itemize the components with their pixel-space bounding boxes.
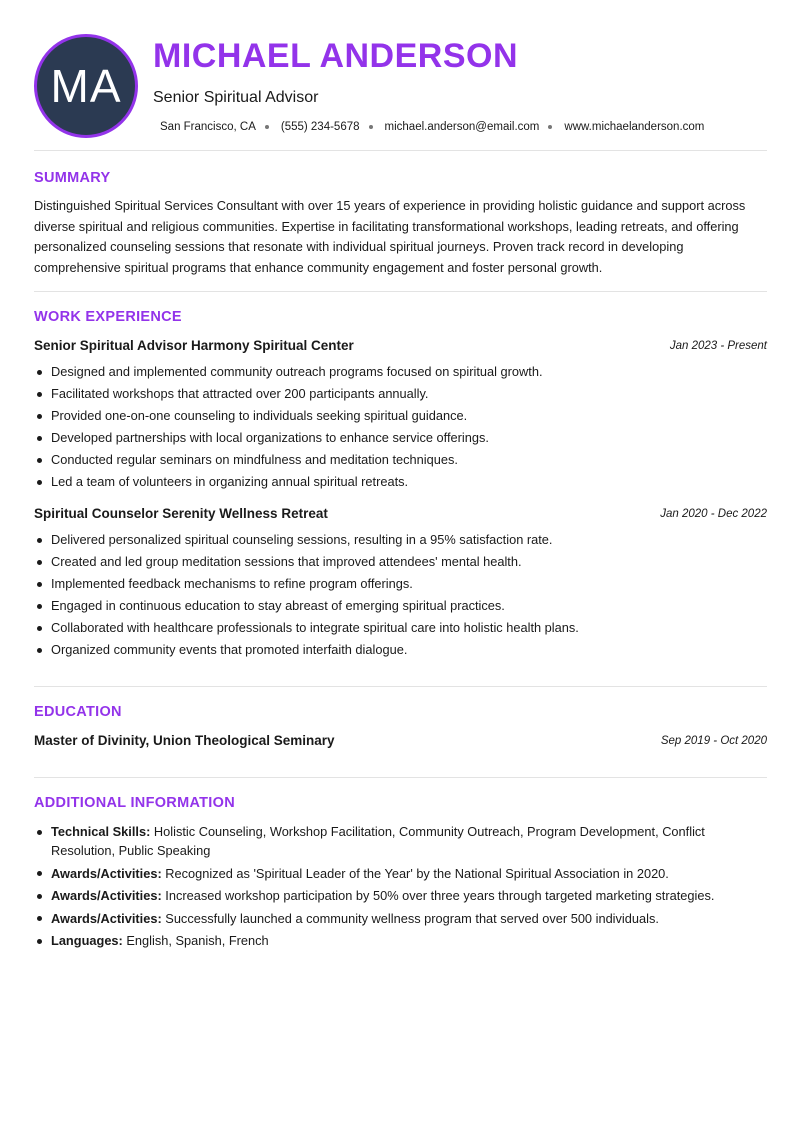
info-text: Holistic Counseling, Workshop Facilitation, Community Outreach, Program Development, Conflict Resolution, Public Speaking xyxy=(51,824,705,858)
list-item: Implemented feedback mechanisms to refine program offerings. xyxy=(34,573,767,595)
resume-header xyxy=(34,34,767,144)
section-divider xyxy=(34,686,767,687)
summary-heading: SUMMARY xyxy=(34,170,111,186)
contact-website[interactable]: www.michaelanderson.com xyxy=(564,121,705,133)
list-item: Designed and implemented community outreach programs focused on spiritual growth. xyxy=(34,361,767,383)
additional-list xyxy=(34,822,767,954)
job-role: Spiritual Counselor Serenity Wellness Retreat xyxy=(34,506,328,521)
list-item: Delivered personalized spiritual counseling sessions, resulting in a 95% satisfaction rate. xyxy=(34,529,767,551)
job-header xyxy=(34,338,767,356)
separator-dot xyxy=(548,125,552,129)
job-bullets xyxy=(34,361,767,493)
list-item: Engaged in continuous education to stay abreast of emerging spiritual practices. xyxy=(34,595,767,617)
info-text: Increased workshop participation by 50% over three years through targeted marketing strategies. xyxy=(165,888,715,903)
education-entry xyxy=(34,733,767,751)
info-text: English, Spanish, French xyxy=(126,933,269,948)
list-item: Collaborated with healthcare professionals to integrate spiritual care into holistic health plans. xyxy=(34,617,767,639)
section-divider xyxy=(34,291,767,292)
separator-dot xyxy=(369,125,373,129)
list-item: Developed partnerships with local organizations to enhance service offerings. xyxy=(34,427,767,449)
avatar-initials: MA xyxy=(50,60,122,112)
job-header xyxy=(34,506,767,524)
list-item xyxy=(34,886,767,905)
list-item xyxy=(34,909,767,928)
contact-location: San Francisco, CA xyxy=(160,121,256,133)
contact-bar xyxy=(160,121,704,133)
info-label: Languages: xyxy=(51,933,123,948)
experience-heading: WORK EXPERIENCE xyxy=(34,309,182,325)
job-role: Senior Spiritual Advisor Harmony Spiritual Center xyxy=(34,338,354,353)
education-dates: Sep 2019 - Oct 2020 xyxy=(660,735,767,747)
list-item xyxy=(34,822,767,860)
job-dates: Jan 2023 - Present xyxy=(669,340,767,352)
info-label: Awards/Activities: xyxy=(51,888,162,903)
section-divider xyxy=(34,777,767,778)
info-text: Recognized as 'Spiritual Leader of the Year' by the National Spiritual Association in 2020. xyxy=(165,865,669,881)
list-item xyxy=(34,864,767,883)
section-divider xyxy=(34,150,767,151)
additional-heading: ADDITIONAL INFORMATION xyxy=(34,795,235,811)
list-item: Facilitated workshops that attracted over 200 participants annually. xyxy=(34,383,767,405)
candidate-name: MICHAEL ANDERSON xyxy=(153,37,519,75)
contact-email[interactable]: michael.anderson@email.com xyxy=(384,121,540,133)
info-label: Awards/Activities: xyxy=(51,910,162,926)
job-bullets xyxy=(34,529,767,661)
list-item: Led a team of volunteers in organizing annual spiritual retreats. xyxy=(34,471,767,493)
info-text: Successfully launched a community wellness program that served over 500 individuals. xyxy=(165,910,659,926)
list-item: Created and led group meditation sessions that improved attendees' mental health. xyxy=(34,551,767,573)
avatar xyxy=(34,34,138,138)
info-label: Awards/Activities: xyxy=(51,865,162,881)
list-item: Provided one-on-one counseling to individuals seeking spiritual guidance. xyxy=(34,405,767,427)
list-item: Organized community events that promoted interfaith dialogue. xyxy=(34,639,767,661)
education-heading: EDUCATION xyxy=(34,704,122,720)
list-item: Conducted regular seminars on mindfulness and meditation techniques. xyxy=(34,449,767,471)
summary-text: Distinguished Spiritual Services Consultant with over 15 years of experience in providing holistic guidance and support across diverse spiritual and religious communities. Expertise in facilitating transformational workshops, leading retreats, and offering personalized counseling sessions that resonate with individual spiritual journeys. Proven track record in developing comprehensive spiritual programs that enhance community engagement and foster personal growth. xyxy=(34,198,746,275)
list-item xyxy=(34,931,767,950)
info-label: Technical Skills: xyxy=(51,824,151,839)
separator-dot xyxy=(265,125,269,129)
education-degree: Master of Divinity, Union Theological Seminary xyxy=(34,733,335,748)
candidate-title: Senior Spiritual Advisor xyxy=(153,89,319,106)
contact-phone: (555) 234-5678 xyxy=(280,121,360,133)
job-dates: Jan 2020 - Dec 2022 xyxy=(660,508,767,520)
